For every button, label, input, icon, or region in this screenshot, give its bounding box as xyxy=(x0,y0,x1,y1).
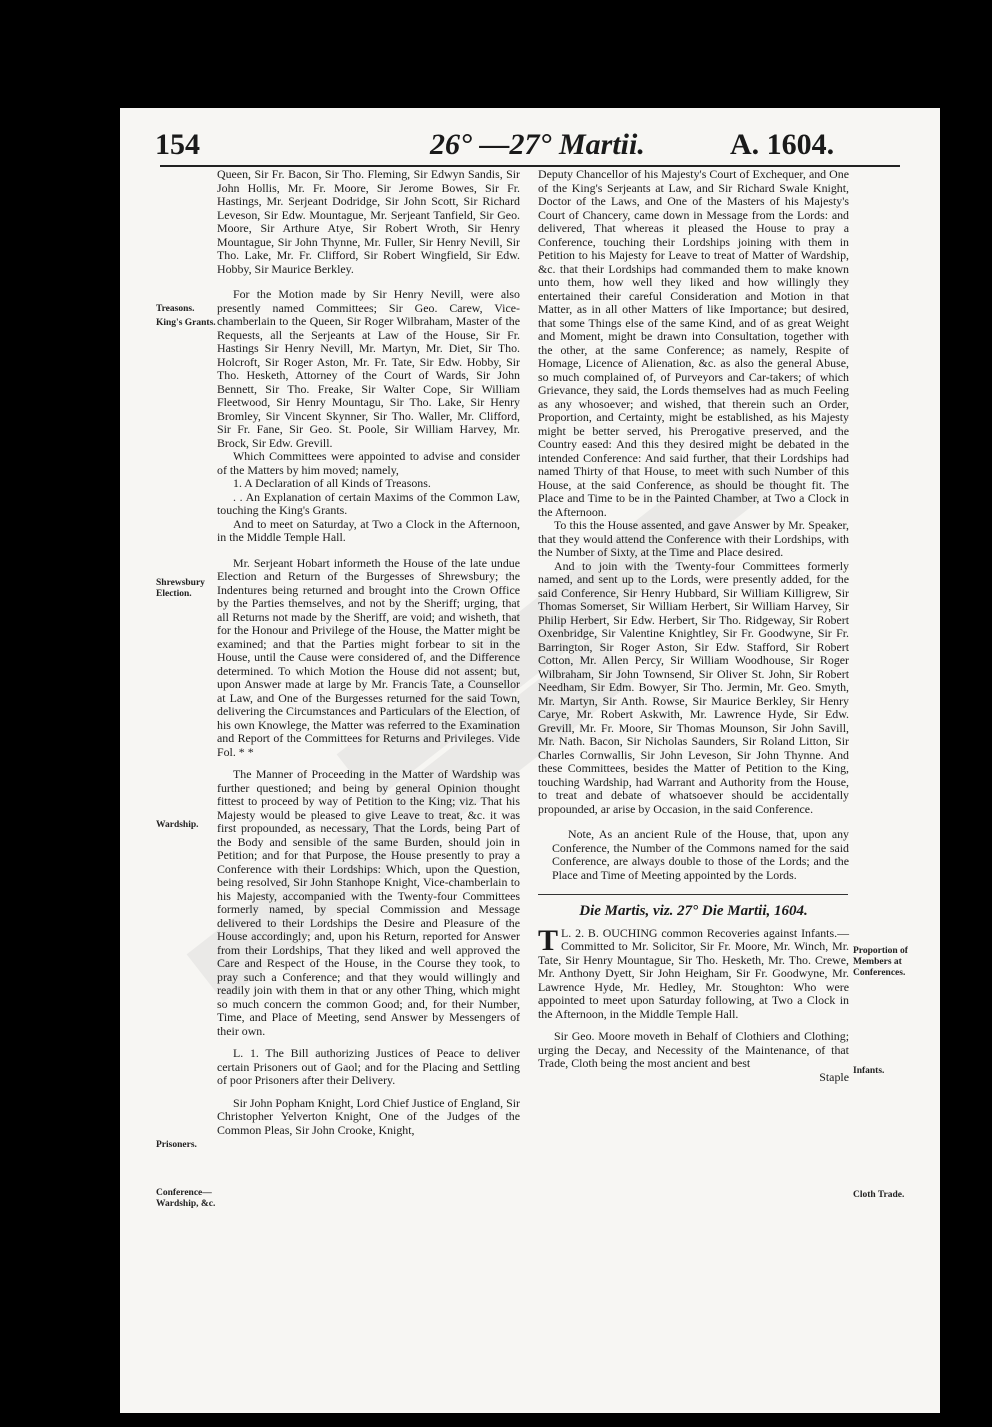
paragraph: For the Motion made by Sir Henry Nevill, were also presently named Committees; Sir Geo. Carew, Vice-chamberlain to the Queen, Sir Roger Wilbraham, Master of the Requests, all the Serjeants at Law of the House, Sir Fr. Hastings Sir Henry Nevill, Mr. Martyn, Mr. Diet, Sir Tho. Holcroft, Sir Roger Aston, Mr. Fr. Tate, Sir Edw. Hobby, Sir Tho. Hesketh, Attorney of the Court of Wards, Sir John Bennett, Sir Tho. Freake, Sir Walter Cope, Sir William Fleetwood, Sir Henry Mountagu, Sir Tho. Lake, Sir Henry Bromley, Sir Vincent Skynner, Sir Tho. Waller, Mr. Clifford, Sir Fr. Fane, Sir Geo. St. Poole, Sir William Harvey, Mr. Brock, Sir Edw. Grevill. xyxy=(217,287,520,450)
margin-note-wardship: Wardship. xyxy=(156,820,199,830)
paragraph: Which Committees were appointed to advise and consider of the Matters by him moved; namely, xyxy=(217,449,520,477)
margin-note-shrewsbury: Shrewsbury Election. xyxy=(156,578,205,599)
paragraph: Deputy Chancellor of his Majesty's Court of Exchequer, and One of the King's Serjeants at Law, and Sir Richard Swale Knight, Doctor of the Laws, and One of the Masters of his Majesty's Court of Chancery, came down in Message from the Lords: and delivered, That whereas it pleased the House to pray a Conference, touching their Lordships joining with them in Petition to his Majesty for Leave to treat of Matter of Wardship, &c. that their Lordships had commanded them to make known unto them, how well they liked and how willingly they entertained their careful Consideration and Motion in that Matter, as in all other Matters of like Importance; but desired, that some Things else of the same Kind, and of as great Weight and Moment, might be drawn into Consultation, together with the other, at the same Conference; as namely, Respite of Homage, Licence of Alienation, &c. as also the general Abuse, so much complained of, of Purveyors and Car-takers; of which Grievance, they said, the Lords themselves had as much Feeling as any whosoever; and wished, that therein such an Order, Proportion, and Certainty, might be established, as his Majesty might be better served, his Prerogative preserved, and the Country eased: And this they desired might be debated in the intended Conference: And said further, that their Lordships had named Thirty of that House, to meet with such Number of this House, at the said Conference, as should be thought fit. The Place and Time to be in the Painted Chamber, at Two a Clock in the Afternoon. xyxy=(538,167,849,519)
drop-capital: T xyxy=(538,923,559,957)
page-number: 154 xyxy=(155,128,200,161)
page-date-heading: 26° —27° Martii. xyxy=(430,128,645,161)
paragraph: Sir John Popham Knight, Lord Chief Justice of England, Sir Christopher Yelverton Knight, One of the Judges of the Common Pleas, Sir John Crooke, Knight, xyxy=(217,1095,520,1137)
margin-note-treasons: Treasons. xyxy=(156,304,195,314)
paragraph: Mr. Serjeant Hobart informeth the House of the late undue Election and Return of the Burgesses of Shrewsbury; the Indentures being returned and brought into the Crown Office by the Parties themselves, and not by the Sheriff; urging, that all Returns not made by the Sheriff, are void; and wisheth, that for the Honour and Privilege of the House, the Matter might be examined; and that the Parties might forbear to sit in the House, until the Cause were considered of, and the Difference determined. To which Motion the House did not assent; but, upon Answer made at large by Mr. Francis Tate, a Counsellor at Law, and One of the Burgesses returned for the said Town, delivering the Circumstances and Particulars of the Election, of his own Knowlege, the Matter was referred to the Examination and Report of the Committees for Returns and Privileges. Vide Fol. * * xyxy=(217,555,520,759)
right-column xyxy=(538,168,849,1084)
paragraph: L. 1. The Bill authorizing Justices of Peace to deliver certain Prisoners out of Gaol; and for the Placing and Settling of poor Prisoners after their Delivery. xyxy=(217,1046,520,1087)
left-column xyxy=(217,168,520,1137)
day-heading: Die Martis, viz. 27° Die Martii, 1604. xyxy=(579,903,808,919)
paragraph: The Manner of Proceeding in the Matter of Wardship was further questioned; and being by general Opinion thought fittest to proceed by way of Petition to the King; viz. That his Majesty would be pleased to give Leave to treat, &c. it was first propounded, as necessary, That the Lords, being Part of the Body and sensible of the same Burden, should join in Petition; and for that Purpose, the House presently to pray a Conference with their Lordships: Which, upon the Question, being resolved, Sir John Stanhope Knight, Vice-chamberlain to his Majesty, accompanied with the Twenty-four Committees formerly named, by special Commission and Message delivered to their Lordships the Desire and Pleasure of the House accordingly; and, upon his Return, reported for Answer from their Lordships, That they liked and well approved the Care and Respect of the House, in the Course they took, to pray such a Conference; and that they would willingly and readily join with them in that or any other Thing, which might so much concern the common Good; and, for their Number, Time, and Place of Meeting, send Answer by Messengers of their own. xyxy=(217,767,520,1038)
paragraph-text: OUCHING common Recoveries against Infants.—Committed to Mr. Solicitor, Sir Fr. Moore, Mr. Winch, Mr. Tate, Sir Henry Mountague, Sir Tho. Hesketh, Mr. Tho. Crewe, Mr. Anthony Dyett, Sir John Heigham, Sir Fr. Goodwyne, Mr. Lawrence Hyde, Mr. Hedley, Mr. Stoughton: Who were appointed to meet upon Saturday following, at Two a Clock in the Afternoon, in the Middle Temple Hall. xyxy=(538,925,849,1021)
page-year: A. 1604. xyxy=(730,128,835,161)
paragraph: And to meet on Saturday, at Two a Clock in the Afternoon, in the Middle Temple Hall. xyxy=(217,516,520,544)
margin-note-proportion: Proportion of Members at Conferences. xyxy=(853,946,908,978)
document-page xyxy=(120,108,940,1413)
margin-note-conference: Conference—Wardship, &c. xyxy=(156,1188,216,1209)
section-divider xyxy=(538,894,848,895)
margin-note-cloth-trade: Cloth Trade. xyxy=(853,1190,905,1200)
note-paragraph: Note, As an ancient Rule of the House, that, upon any Conference, the Number of the Commons named for the said Conference, are always double to those of the Lords; and the Place and Time of Meeting appointed by the Lords. xyxy=(552,827,849,882)
list-item: 1. A Declaration of all Kinds of Treasons. xyxy=(233,476,431,490)
paragraph: To this the House assented, and gave Answer by Mr. Speaker, that they would attend the Conference with their Lordships, with the Number of Sixty, at the Time and Place desired. xyxy=(538,518,849,559)
catchword: Staple xyxy=(819,1069,849,1084)
bill-reading: L. 2. B. xyxy=(561,925,599,940)
paragraph: And to join with the Twenty-four Committees formerly named, and sent up to the Lords, were presently added, for the said Conference, Sir Henry Hubbard, Sir William Killigrew, Sir Thomas Somerset, Sir William Herbert, Sir William Harvey, Sir Philip Herbert, Sir Edw. Herbert, Sir Tho. Ridgeway, Sir Robert Oxenbridge, Sir Valentine Knightley, Sir Fr. Goodwyne, Sir Fr. Barrington, Sir Roger Aston, Sir Edw. Stafford, Sir Robert Cotton, Mr. Allen Percy, Sir William Woodhouse, Sir Roger Wilbraham, Sir John Townsend, Sir Oliver St. John, Sir Robert Needham, Sir Edm. Bowyer, Sir Tho. Jermin, Mr. Geo. Smyth, Mr. Martyn, Sir Anth. Rowse, Sir Maurice Berkley, Sir Henry Carye, Mr. Robert Askwith, Mr. Lawrence Hyde, Sir Edw. Grevill, Mr. Fr. Moore, Sir Thomas Mounson, Sir John Savill, Mr. Nath. Bacon, Sir Nicholas Saunders, Sir Roland Litton, Sir Charles Cornwallis, Sir John Leveson, Sir John Thynne. And these Committees, besides the Matter of Petition to the King, touching Wardship, had Warrant and Authority from the House, to treat and debate of whatsoever should be accidentally propounded, ar arise by Occasion, in the said Conference. xyxy=(538,558,849,816)
paragraph: Sir Geo. Moore moveth in Behalf of Clothiers and Clothing; urging the Decay, and Necessity of the Maintenance, of that Trade, Cloth being the most ancient and best xyxy=(538,1029,849,1070)
margin-note-prisoners: Prisoners. xyxy=(156,1140,197,1150)
margin-note-infants: Infants. xyxy=(853,1066,885,1076)
list-item: . . An Explanation of certain Maxims of the Common Law, touching the King's Grants. xyxy=(217,489,520,517)
paragraph xyxy=(538,923,849,1022)
paragraph: Queen, Sir Fr. Bacon, Sir Tho. Fleming, Sir Edwyn Sandis, Sir John Hollis, Mr. Fr. Moore, Sir Jerome Bowes, Sir Fr. Hastings, Mr. Serjeant Dodridge, Sir John Scott, Sir Richard Leveson, Sir Edw. Mountague, Mr. Serjeant Tanfield, Sir Geo. Moore, Sir Arthure Atye, Sir Robert Wroth, Sir Henry Mountague, Sir John Thynne, Mr. Fuller, Sir Henry Nevill, Sir Tho. Lake, Mr. Fr. Clifford, Sir Robert Wingfield, Sir Edw. Hobby, Sir Maurice Berkley. xyxy=(217,167,520,276)
margin-note-kings-grants: King's Grants. xyxy=(156,318,216,328)
